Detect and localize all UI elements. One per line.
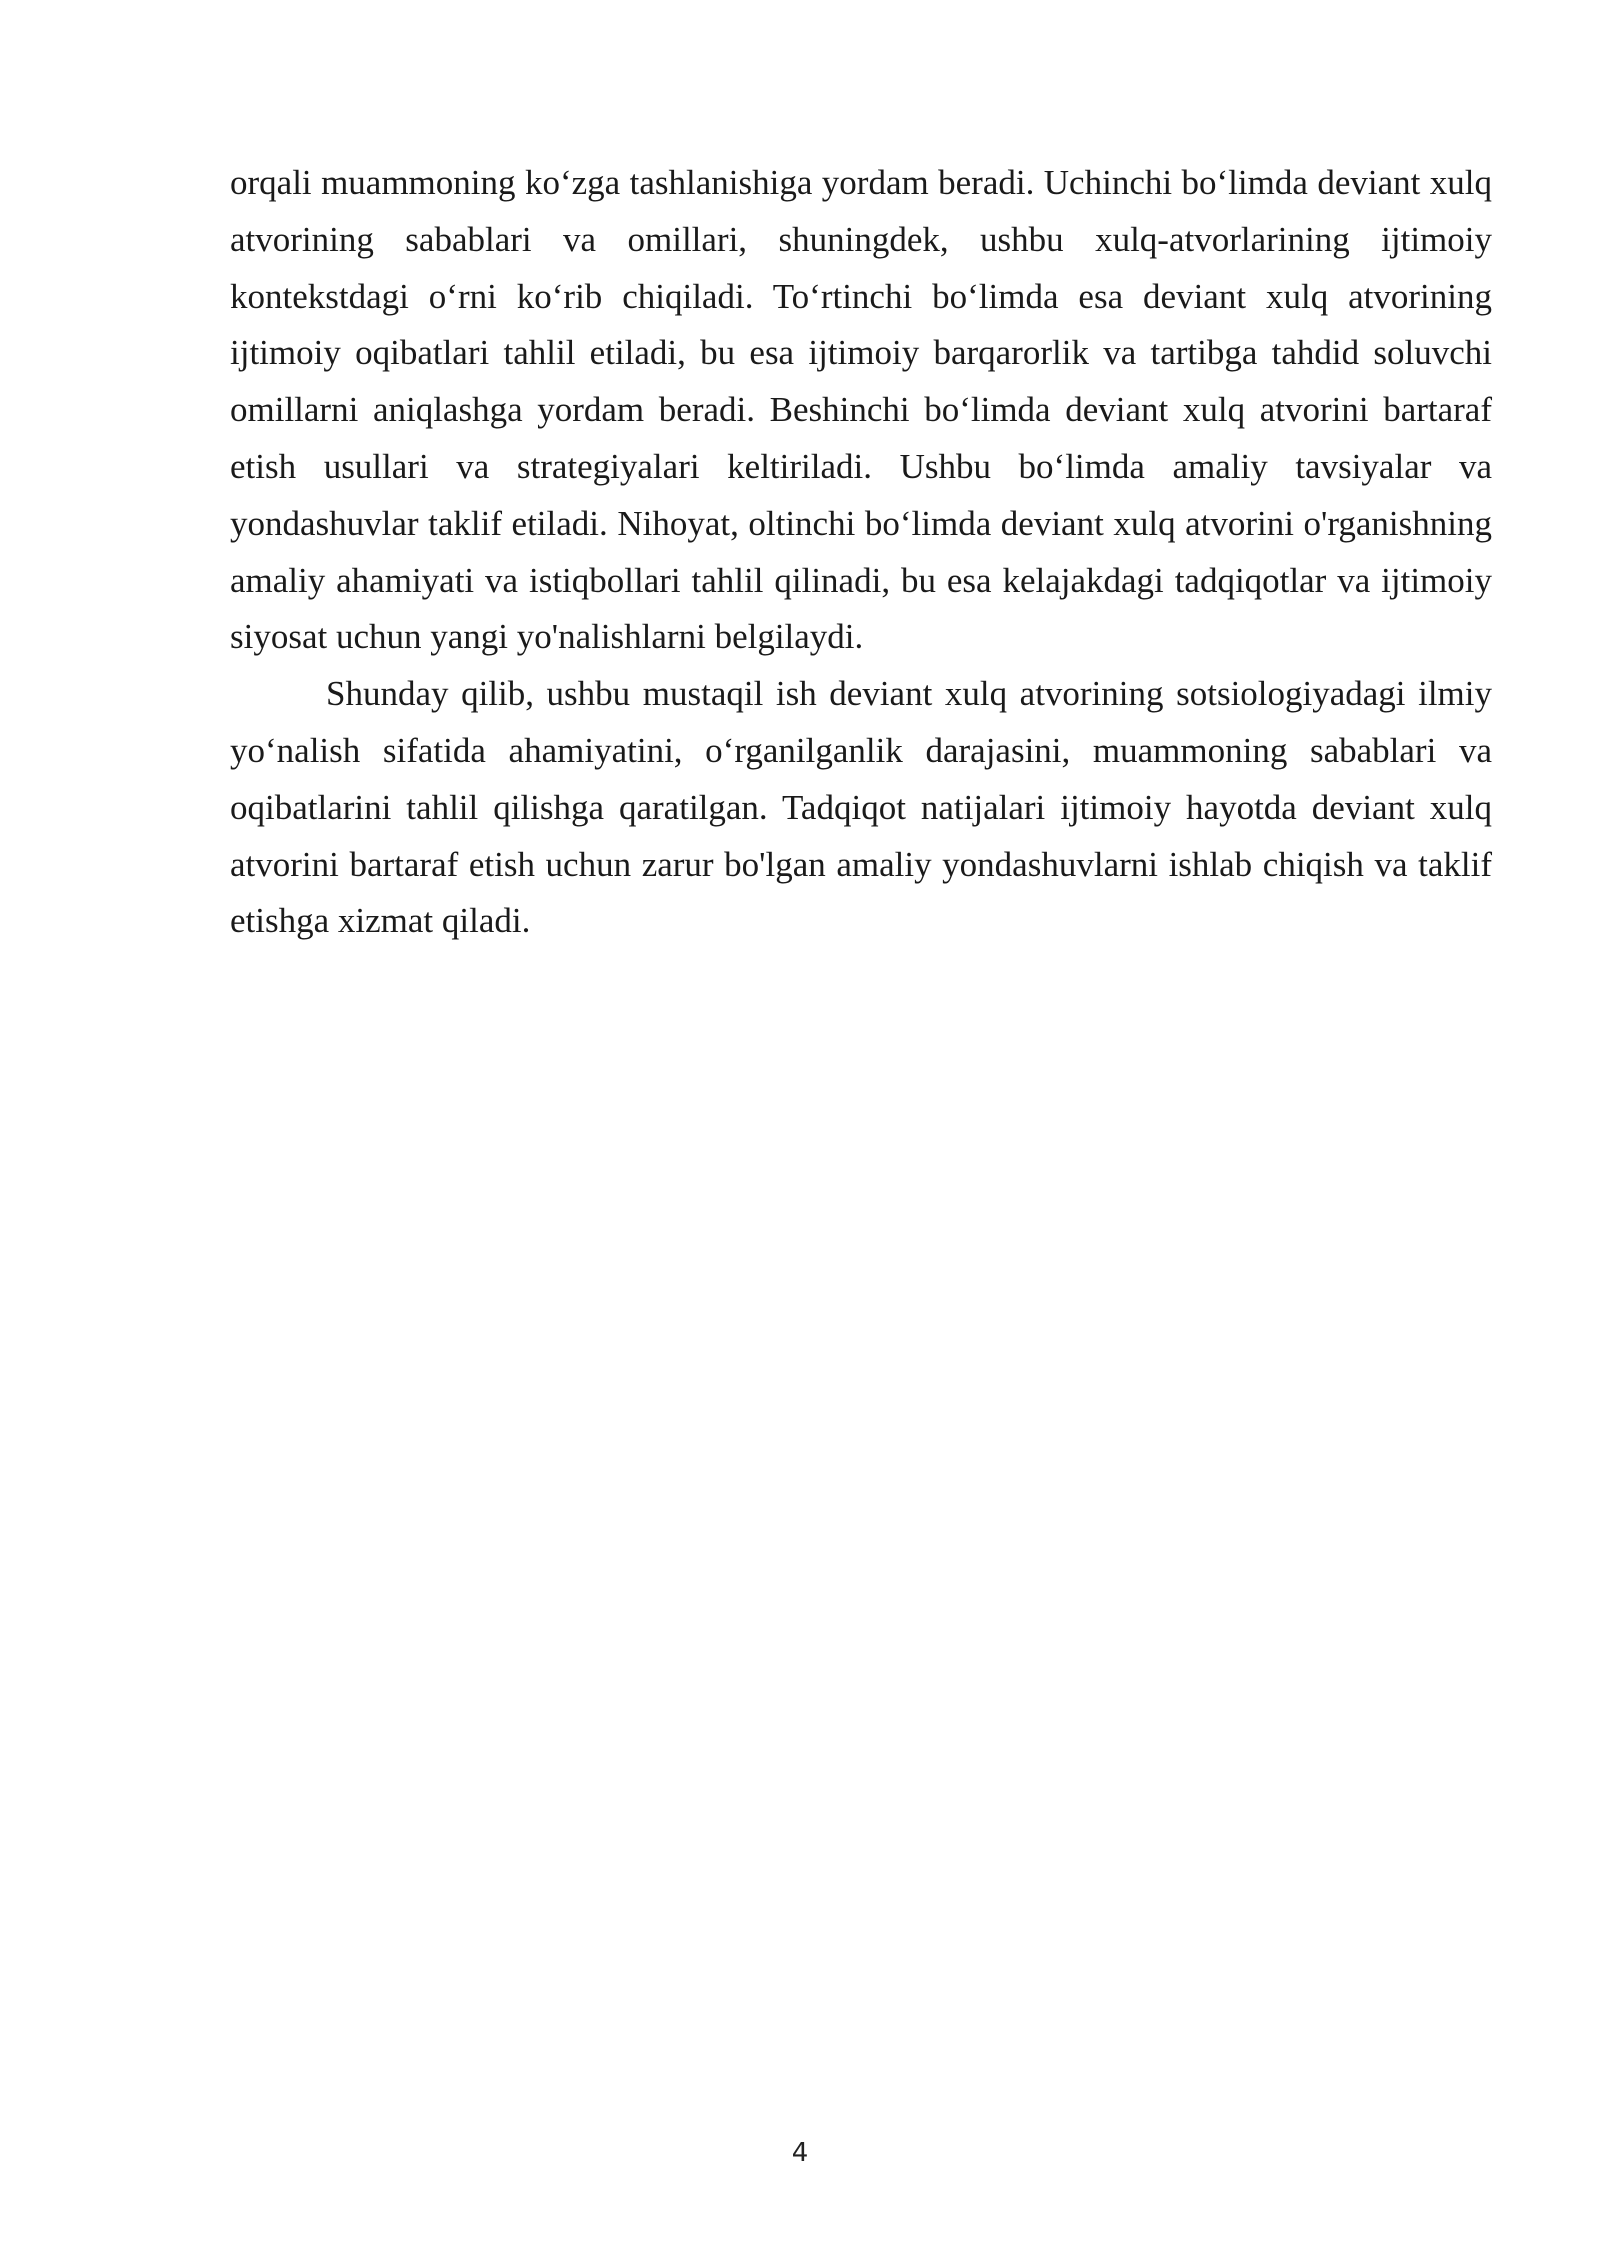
page-number: 4 bbox=[791, 2138, 809, 2168]
paragraph-conclusion: Shunday qilib, ushbu mustaqil ish deviant xulq atvorining sotsiologiyadagi ilmiy yo‘nalish sifatida ahamiyatini, o‘rganilganlik darajasini, muammoning sabablari va oqibatlarini tahlil qilishga qaratilgan. Tadqiqot natijalari ijtimoiy hayotda deviant xulq atvorini bartaraf etish uchun zarur bo'lgan amaliy yondashuvlarni ishlab chiqish va taklif etishga xizmat qiladi. bbox=[230, 674, 1492, 941]
body-text bbox=[230, 155, 1492, 950]
paragraph-continuation: orqali muammoning ko‘zga tashlanishiga yordam beradi. Uchinchi bo‘limda deviant xulq atvorining sabablari va omillari, shuningdek, ushbu xulq-atvorlarining ijtimoiy kontekstdagi o‘rni ko‘rib chiqiladi. To‘rtinchi bo‘limda esa deviant xulq atvorining ijtimoiy oqibatlari tahlil etiladi, bu esa ijtimoiy barqarorlik va tartibga tahdid soluvchi omillarni aniqlashga yordam beradi. Beshinchi bo‘limda deviant xulq atvorini bartaraf etish usullari va strategiyalari keltiriladi. Ushbu bo‘limda amaliy tavsiyalar va yondashuvlar taklif etiladi. Nihoyat, oltinchi bo‘limda deviant xulq atvorini o'rganishning amaliy ahamiyati va istiqbollari tahlil qilinadi, bu esa kelajakdagi tadqiqotlar va ijtimoiy siyosat uchun yangi yo'nalishlarni belgilaydi. bbox=[230, 163, 1492, 657]
